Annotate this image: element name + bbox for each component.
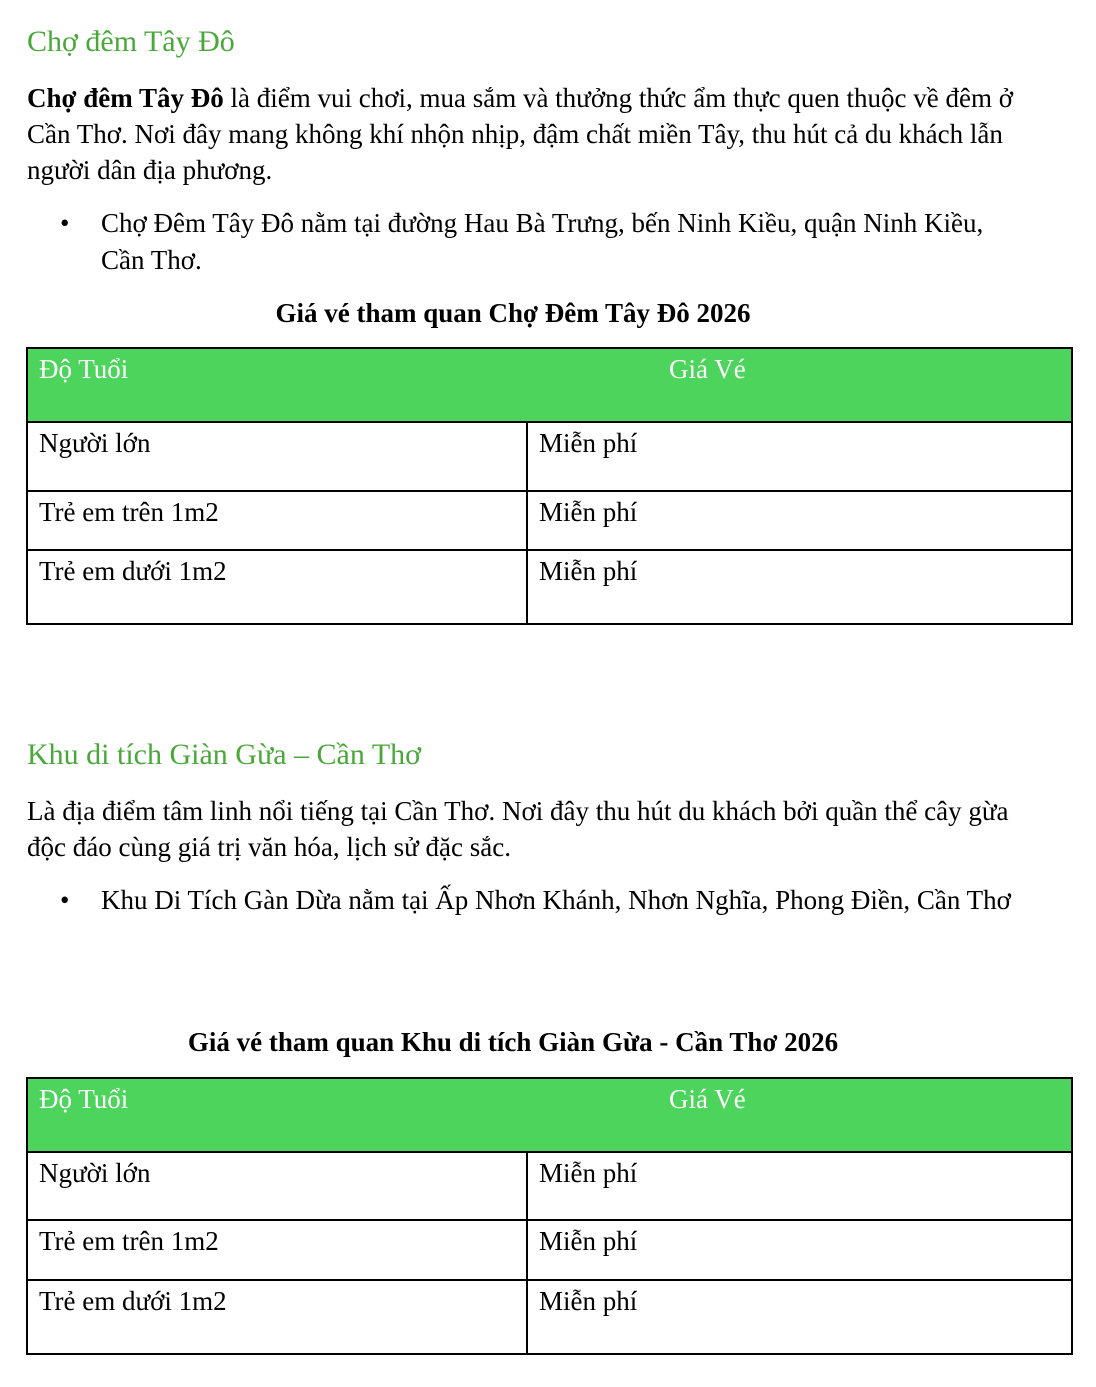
cell-age: Người lớn — [27, 422, 527, 491]
section1-table-caption: Giá vé tham quan Chợ Đêm Tây Đô 2026 — [275, 298, 751, 328]
section1-price-table — [26, 347, 1073, 625]
section1-heading: Chợ đêm Tây Đô — [27, 25, 235, 58]
table-header-row — [27, 348, 1072, 422]
section2-bullet-text: Khu Di Tích Gàn Dừa nằm tại Ấp Nhơn Khánh, Nhơn Nghĩa, Phong Điền, Cần Thơ — [101, 885, 1011, 915]
cell-age: Trẻ em trên 1m2 — [27, 1220, 527, 1280]
table-row — [27, 550, 1072, 624]
section1-intro-text: là điểm vui chơi, mua sắm và thưởng thức ẩm thực quen thuộc về đêm ở Cần Thơ. Nơi đây mang không khí nhộn nhịp, đậm chất miền Tây, thu hút cả du khách lẫn người dân địa phương. — [27, 83, 1014, 185]
header-price: Giá Vé — [527, 348, 1072, 422]
table-row — [27, 491, 1072, 550]
cell-price: Miễn phí — [527, 550, 1072, 624]
bullet-dot-icon: • — [60, 885, 70, 915]
cell-price: Miễn phí — [527, 422, 1072, 491]
cell-age: Người lớn — [27, 1152, 527, 1220]
cell-age: Trẻ em dưới 1m2 — [27, 1280, 527, 1354]
table-row — [27, 1152, 1072, 1220]
table-header-row — [27, 1078, 1072, 1152]
section2-intro: Là địa điểm tâm linh nổi tiếng tại Cần Thơ. Nơi đây thu hút du khách bởi quần thể cây gừa độc đáo cùng giá trị văn hóa, lịch sử đặc sắc. — [27, 796, 1009, 862]
cell-price: Miễn phí — [527, 1280, 1072, 1354]
section1-intro-bold: Chợ đêm Tây Đô — [27, 83, 224, 113]
section1-intro — [27, 80, 1027, 188]
section1-bullet-text: Chợ Đêm Tây Đô nằm tại đường Hau Bà Trưng, bến Ninh Kiều, quận Ninh Kiều, Cần Thơ. — [101, 208, 984, 275]
table-row — [27, 1220, 1072, 1280]
section2-bullet-item — [60, 882, 1020, 919]
header-age: Độ Tuổi — [27, 348, 527, 422]
section2-table-caption: Giá vé tham quan Khu di tích Giàn Gừa - Cần Thơ 2026 — [187, 1027, 839, 1057]
cell-price: Miễn phí — [527, 491, 1072, 550]
section2-price-table — [26, 1077, 1073, 1355]
bullet-dot-icon: • — [60, 208, 70, 238]
section2-heading: Khu di tích Giàn Gừa – Cần Thơ — [27, 738, 422, 771]
header-price: Giá Vé — [527, 1078, 1072, 1152]
cell-price: Miễn phí — [527, 1220, 1072, 1280]
cell-age: Trẻ em dưới 1m2 — [27, 550, 527, 624]
section1-bullet-item — [60, 205, 1020, 279]
cell-price: Miễn phí — [527, 1152, 1072, 1220]
header-age: Độ Tuổi — [27, 1078, 527, 1152]
table-row — [27, 1280, 1072, 1354]
cell-age: Trẻ em trên 1m2 — [27, 491, 527, 550]
table-row — [27, 422, 1072, 491]
